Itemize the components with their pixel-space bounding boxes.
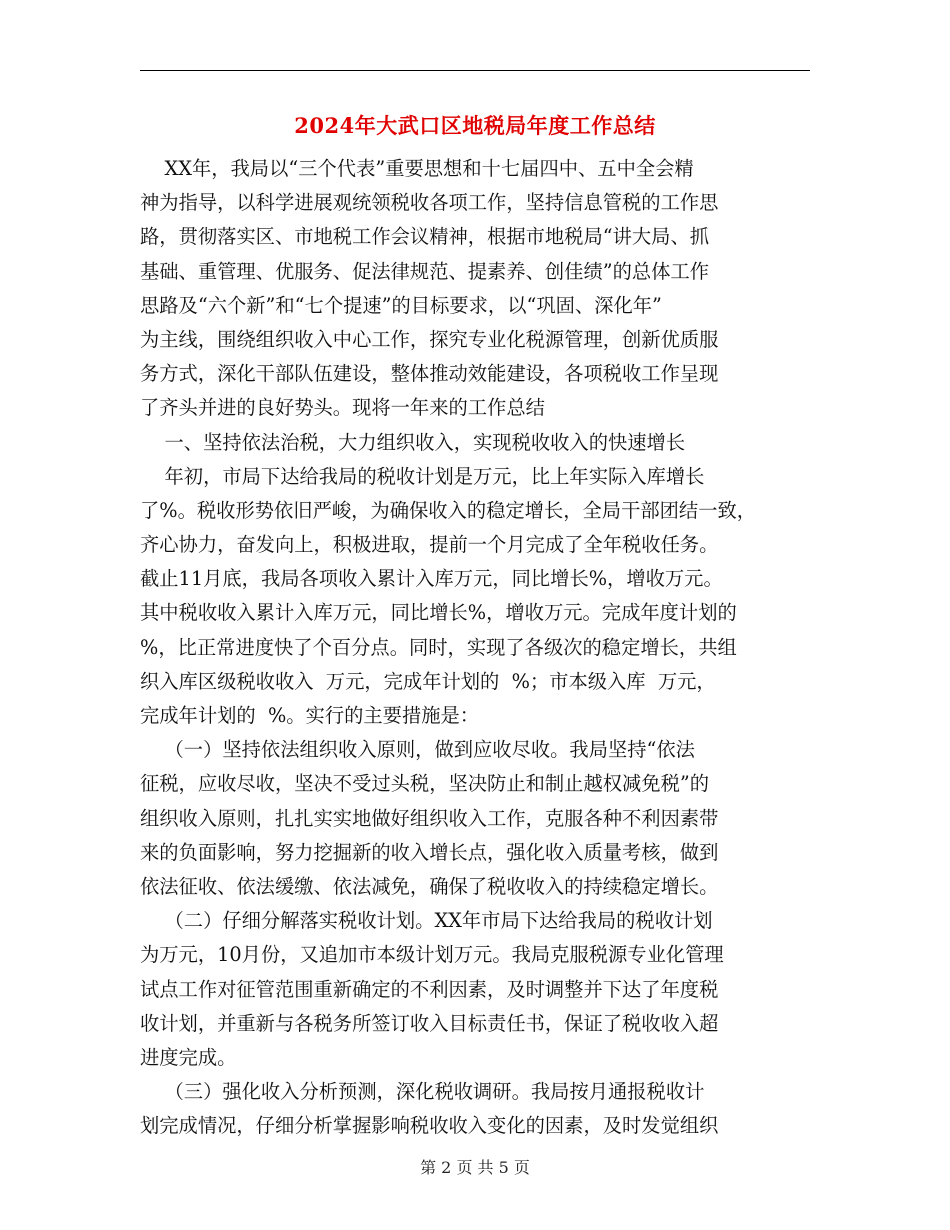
- paragraph-line: 进度完成。: [140, 1045, 237, 1069]
- paragraph-line: 完成年计划的 %。实行的主要措施是：: [140, 704, 480, 727]
- paragraph-line: （一）坚持依法组织收入原则，做到应收尽收。我局坚持“依法: [140, 738, 695, 762]
- paragraph-line: 试点工作对征管范围重新确定的不利因素，及时调整并下达了年度税: [140, 977, 719, 1001]
- document-body: [140, 152, 815, 1143]
- paragraph-line: 来的负面影响，努力挖掘新的收入增长点，强化收入质量考核，做到: [140, 840, 719, 864]
- paragraph-line: 神为指导，以科学进展观统领税收各项工作，坚持信息管税的工作思: [140, 191, 719, 215]
- document-title: 2024年大武口区地税局年度工作总结: [294, 113, 656, 138]
- paragraph-line: 织入库区级税收收入 万元，完成年计划的 %；市本级入库 万元，: [140, 669, 716, 693]
- paragraph-line: 一、坚持依法治税，大力组织收入，实现税收收入的快速增长: [140, 430, 686, 454]
- header-rule: [140, 70, 810, 71]
- paragraph-line: XX年，我局以“三个代表”重要思想和十七届四中、五中全会精: [140, 157, 694, 180]
- paragraph-line: （二）仔细分解落实税收计划。XX年市局下达给我局的税收计划: [140, 909, 713, 933]
- paragraph-line: （三）强化收入分析预测，深化税收调研。我局按月通报税收计: [140, 1080, 705, 1104]
- paragraph-line: 基础、重管理、优服务、促法律规范、提素养、创佳绩”的总体工作: [140, 259, 710, 283]
- paragraph-line: 思路及“六个新”和“七个提速”的目标要求，以“巩固、深化年”: [140, 293, 662, 317]
- paragraph-line: 为主线，围绕组织收入中心工作，探究专业化税源管理，创新优质服: [140, 327, 719, 351]
- paragraph-line: 划完成情况，仔细分析掌握影响税收收入变化的因素，及时发觉组织: [140, 1114, 719, 1138]
- paragraph-line: 年初，市局下达给我局的税收计划是万元，比上年实际入库增长: [140, 464, 705, 488]
- paragraph-line: 为万元，10月份，又追加市本级计划万元。我局克服税源专业化管理: [140, 943, 724, 967]
- paragraph-line: 依法征收、依法缓缴、依法减免，确保了税收收入的持续稳定增长。: [140, 874, 719, 898]
- page-number-footer: 第 2 页 共 5 页: [420, 1158, 530, 1177]
- paragraph-line: 其中税收收入累计入库万元，同比增长%，增收万元。完成年度计划的: [140, 601, 737, 625]
- paragraph-line: %，比正常进度快了个百分点。同时，实现了各级次的稳定增长，共组: [140, 635, 737, 659]
- paragraph-line: 路，贯彻落实区、市地税工作会议精神，根据市地税局“讲大局、抓: [140, 225, 710, 249]
- paragraph-line: 组织收入原则，扎扎实实地做好组织收入工作，克服各种不利因素带: [140, 806, 719, 830]
- paragraph-line: 征税，应收尽收，坚决不受过头税，坚决防止和制止越权减免税”的: [140, 772, 710, 796]
- paragraph-line: 了齐头并进的良好势头。现将一年来的工作总结: [140, 396, 545, 420]
- paragraph-line: 务方式，深化干部队伍建设，整体推动效能建设，各项税收工作呈现: [140, 362, 719, 386]
- paragraph-line: 了%。税收形势依旧严峻，为确保收入的稳定增长，全局干部团结一致，: [140, 498, 757, 522]
- paragraph-line: 齐心协力，奋发向上，积极进取，提前一个月完成了全年税收任务。: [140, 533, 719, 557]
- paragraph-line: 截止11月底，我局各项收入累计入库万元，同比增长%，增收万元。: [140, 567, 723, 591]
- paragraph-line: 收计划，并重新与各税务所签订收入目标责任书，保证了税收收入超: [140, 1011, 719, 1035]
